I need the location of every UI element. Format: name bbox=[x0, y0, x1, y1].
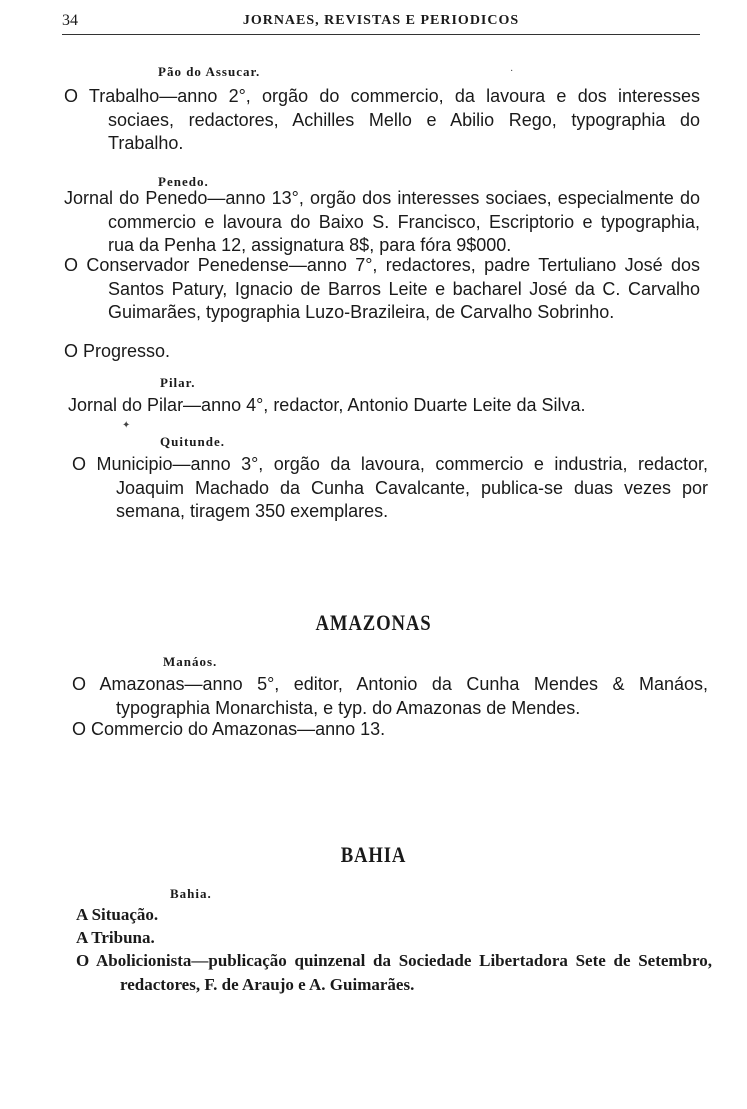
entry: A Situação. bbox=[76, 905, 159, 924]
entry: O Municipio—anno 3°, orgão da lavoura, commercio e industria, redactor, Joaquim Machado da Cunha Cavalcante, publica-se duas vezes por semana, tiragem 350 exemplares. bbox=[72, 454, 708, 521]
city-heading: Quitunde. bbox=[160, 434, 225, 449]
entry: O Amazonas—anno 5°, editor, Antonio da Cunha Mendes & Manáos, typographia Monarchista, e typ. do Amazonas de Mendes. bbox=[72, 674, 708, 718]
page-number: 34 bbox=[62, 12, 78, 29]
print-mark: ✦ bbox=[122, 420, 131, 431]
entry: Jornal do Penedo—anno 13°, orgão dos interesses sociaes, especialmente do commercio e lavoura do Baixo S. Francisco, Escriptorio e typographia, rua da Penha 12, assignatura 8$, para fóra 9$000. bbox=[64, 188, 700, 255]
entry: O Progresso. bbox=[64, 341, 171, 361]
city-heading: Penedo. bbox=[158, 174, 209, 189]
city-heading: Bahia. bbox=[170, 886, 212, 901]
entry: O Trabalho—anno 2°, orgão do commercio, da lavoura e dos interesses sociaes, redactores, Achilles Mello e Abilio Rego, typographia do Trabalho. bbox=[64, 86, 700, 153]
running-title: JORNAES, REVISTAS E PERIODICOS bbox=[242, 13, 520, 28]
city-heading: Manáos. bbox=[163, 654, 218, 669]
entry: O Commercio do Amazonas—anno 13. bbox=[72, 719, 386, 739]
page-header bbox=[62, 10, 700, 35]
entry: O Conservador Penedense—anno 7°, redactores, padre Tertuliano José dos Santos Patury, Ignacio de Barros Leite e bacharel José da C. Carvalho Guimarães, typographia Luzo-Brazileira, de Carvalho Sobrinho. bbox=[64, 255, 700, 322]
entry: O Abolicionista—publicação quinzenal da Sociedade Libertadora Sete de Setembro, redactores, F. de Araujo e A. Guimarães. bbox=[76, 951, 712, 994]
print-mark: · bbox=[510, 66, 514, 77]
entry: Jornal do Pilar—anno 4°, redactor, Antonio Duarte Leite da Silva. bbox=[68, 395, 586, 415]
section-title-amazonas: AMAZONAS bbox=[315, 610, 432, 635]
entry: A Tribuna. bbox=[76, 928, 155, 947]
city-heading: Pilar. bbox=[160, 375, 196, 390]
city-heading: Pão do Assucar. bbox=[158, 64, 261, 79]
section-title-bahia: BAHIA bbox=[340, 842, 407, 867]
